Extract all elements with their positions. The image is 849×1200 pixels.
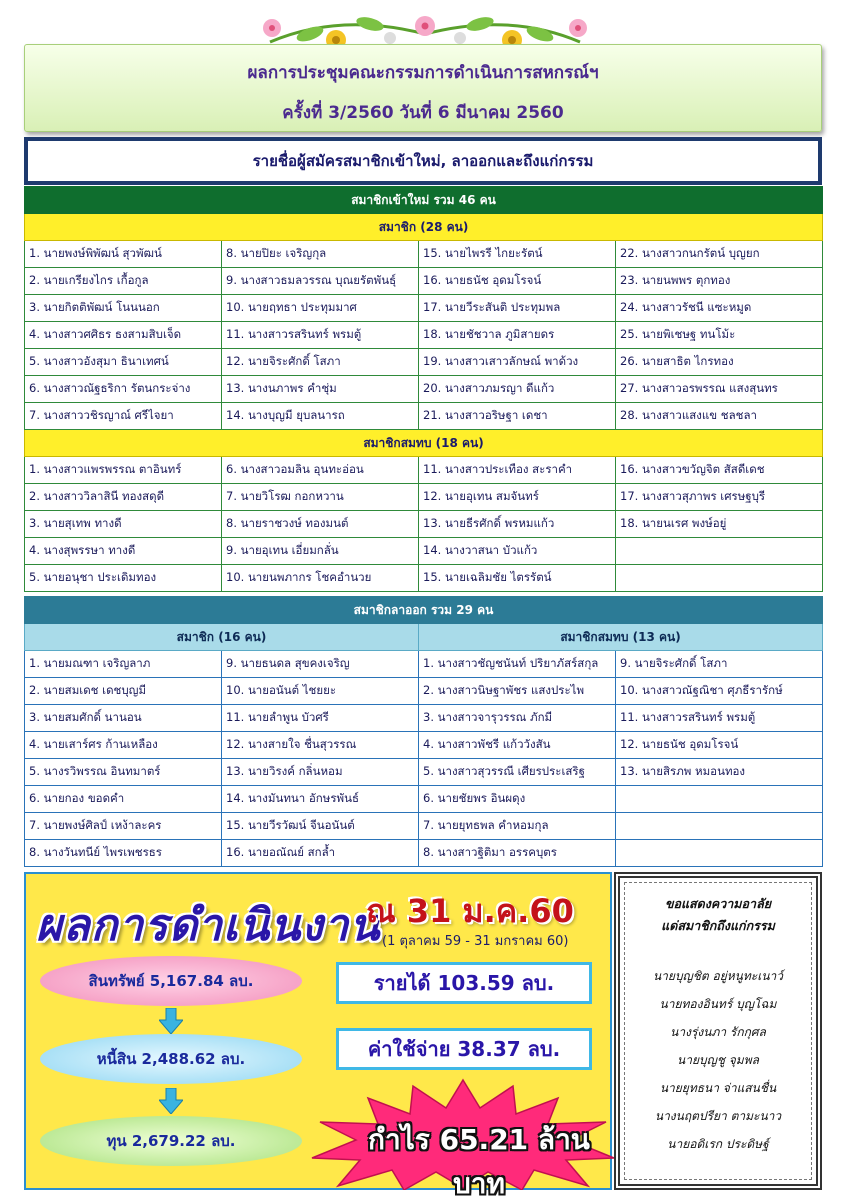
member-cell: 8. นางสาวฐิติมา อรรคบุตร: [419, 840, 616, 867]
member-cell: 5. นางสาวสุวรรณี เศียรประเสริฐ: [419, 759, 616, 786]
member-cell: 2. นายสมเดช เดชบุญมี: [25, 678, 222, 705]
profit-text: กำไร 65.21 ล้านบาท: [368, 1123, 590, 1200]
member-cell: 2. นายเกรียงไกร เกื้อกูล: [25, 268, 222, 295]
member-cell: [616, 813, 823, 840]
member-cell: 18. นายนเรศ พงษ์อยู่: [616, 511, 823, 538]
member-cell: 4. นางสุพรรษา ทางดี: [25, 538, 222, 565]
list-item: นายทองอินทร์ บุญโฉม: [659, 997, 777, 1011]
condolence-title: ขอแสดงความอาลัย: [664, 896, 772, 911]
member-cell: [616, 840, 823, 867]
member-cell: 1. นางสาวแพรพรรณ ตาอินทร์: [25, 457, 222, 484]
member-cell: 7. นายยุทธพล คำหอมกุล: [419, 813, 616, 840]
member-cell: 16. นางสาวขวัญจิต สัสดีเดช: [616, 457, 823, 484]
expense-box: ค่าใช้จ่าย 38.37 ลบ.: [336, 1028, 592, 1070]
member-cell: 3. นายสมศักดิ์ นานอน: [25, 705, 222, 732]
member-cell: 5. นางรวิพรรณ อินทมาตร์: [25, 759, 222, 786]
member-cell: 12. นายจิระศักดิ์ โสภา: [222, 349, 419, 376]
liabilities-pill: หนี้สิน 2,488.62 ลบ.: [40, 1034, 302, 1084]
member-cell: 10. นายฤทธา ประทุมมาศ: [222, 295, 419, 322]
member-cell: 4. นางสาวพัชรี แก้ววังสัน: [419, 732, 616, 759]
header-meeting-info: ครั้งที่ 3/2560 วันที่ 6 มีนาคม 2560: [282, 103, 564, 123]
table-row: [25, 322, 823, 349]
member-cell: 17. นางสาวสุภาพร เศรษฐบุรี: [616, 484, 823, 511]
member-cell: 9. นายอุเทน เอี่ยมกลั่น: [222, 538, 419, 565]
member-cell: 16. นายธนัช อุดมโรจน์: [419, 268, 616, 295]
member-cell: 7. นายวิโรฒ กอกหวาน: [222, 484, 419, 511]
table-row: [25, 651, 823, 678]
new-members-band: สมาชิกเข้าใหม่ รวม 46 คน: [25, 187, 823, 214]
member-cell: 17. นายวีระสันติ ประทุมพล: [419, 295, 616, 322]
member-cell: 19. นางสาวเสาวลักษณ์ พาด้วง: [419, 349, 616, 376]
member-cell: 15. นายไพรรี ไกยะรัตน์: [419, 241, 616, 268]
table-row: [25, 813, 823, 840]
condolence-panel: [614, 872, 822, 1190]
member-cell: 11. นายลำพูน บัวศรี: [222, 705, 419, 732]
member-cell: 7. นายพงษ์ศิลป์ เหง้าละคร: [25, 813, 222, 840]
meeting-header: [24, 44, 822, 132]
table-row: [25, 759, 823, 786]
member-cell: 6. นายชัยพร อินผดุง: [419, 786, 616, 813]
member-cell: 13. นายธีรศักดิ์ พรหมแก้ว: [419, 511, 616, 538]
member-cell: 5. นางสาวอังสุมา ธินาเทศน์: [25, 349, 222, 376]
member-cell: 14. นางวาสนา บัวแก้ว: [419, 538, 616, 565]
table-row: [25, 349, 823, 376]
down-arrow-icon: [159, 1008, 183, 1034]
table-row: [25, 457, 823, 484]
member-cell: [616, 538, 823, 565]
member-cell: 28. นางสาวแสงแข ชลชลา: [616, 403, 823, 430]
member-cell: 13. นายวิรงค์ กลิ่นหอม: [222, 759, 419, 786]
table-row: [25, 786, 823, 813]
member-cell: 8. นายราชวงษ์ ทองมนต์: [222, 511, 419, 538]
member-cell: 8. นายปิยะ เจริญกุล: [222, 241, 419, 268]
member-cell: 1. นายพงษ์พิพัฒน์ สุวพัฒน์: [25, 241, 222, 268]
resigned-band: สมาชิกลาออก รวม 29 คน: [25, 597, 823, 624]
down-arrow-icon: [159, 1088, 183, 1114]
member-cell: 25. นายพิเชษฐ ทนโม้ะ: [616, 322, 823, 349]
new-members-table: [24, 186, 823, 592]
table-row: [25, 403, 823, 430]
table-row: [25, 484, 823, 511]
member-cell: 2. นางสาวนิษฐาพัชร แสงประไพ: [419, 678, 616, 705]
list-item: นายยุทธนา จ่าแสนชื่น: [659, 1081, 777, 1095]
table-row: [25, 268, 823, 295]
table-row: [25, 241, 823, 268]
member-cell: 24. นางสาวรัชนี แซะหมูด: [616, 295, 823, 322]
list-item: นายบุญชิต อยู่หนูทะเนาว์: [652, 969, 784, 983]
member-cell: 10. นายอนันต์ ไชยยะ: [222, 678, 419, 705]
member-cell: 11. นางสาวรสรินทร์ พรมตู้: [616, 705, 823, 732]
deceased-list: [620, 962, 816, 1158]
table-row: [25, 705, 823, 732]
member-cell: 6. นายกอง ขอดคำ: [25, 786, 222, 813]
member-cell: 10. นายนพภากร โชคอำนวย: [222, 565, 419, 592]
member-cell: 14. นางมันทนา อักษรพันธ์: [222, 786, 419, 813]
member-cell: 15. นายวีรวัฒน์ จีนอนันต์: [222, 813, 419, 840]
table-row: [25, 376, 823, 403]
new-members-regular-band: สมาชิก (28 คน): [25, 214, 823, 241]
member-cell: 27. นางสาวอรพรรณ แสงสุนทร: [616, 376, 823, 403]
member-cell: 21. นางสาวอริษฐา เดชา: [419, 403, 616, 430]
member-cell: 12. นางสายใจ ชื่นสุวรรณ: [222, 732, 419, 759]
resigned-regular-band: สมาชิก (16 คน): [25, 624, 419, 651]
resigned-members-table: [24, 596, 823, 867]
member-cell: 3. นายกิตติพัฒน์ โนนนอก: [25, 295, 222, 322]
member-cell: 23. นายนพพร ตุกทอง: [616, 268, 823, 295]
member-cell: 9. นายธนดล สุขคงเจริญ: [222, 651, 419, 678]
member-cell: 4. นายเสาร์ศร ก้านเหลือง: [25, 732, 222, 759]
table-row: [25, 678, 823, 705]
list-item: นายบุญชู จุมพล: [677, 1053, 759, 1067]
member-cell: 3. นายสุเทพ ทางดี: [25, 511, 222, 538]
member-cell: 14. นางบุญมี ยุบลนารถ: [222, 403, 419, 430]
member-cell: 5. นายอนุชา ประเดิมทอง: [25, 565, 222, 592]
section-title-box: [24, 137, 822, 185]
member-cell: 26. นายสาธิต ไกรทอง: [616, 349, 823, 376]
member-cell: 3. นางสาวจารุวรรณ ภักมี: [419, 705, 616, 732]
table-row: [25, 295, 823, 322]
member-cell: [616, 786, 823, 813]
member-cell: 15. นายเฉลิมชัย ไตรรัตน์: [419, 565, 616, 592]
results-as-of-date: ณ 31 ม.ค.60: [366, 892, 574, 930]
member-cell: 1. นางสาวชัญชนันท์ ปริยาภัสร์สกุล: [419, 651, 616, 678]
list-item: นางรุ่งนภา รักกุศล: [670, 1025, 766, 1039]
member-cell: 8. นางวันทนีย์ ไพรเพชรธร: [25, 840, 222, 867]
member-cell: 7. นางสาววชิรญาณ์ ศรีไจยา: [25, 403, 222, 430]
results-period: (1 ตุลาคม 59 - 31 มกราคม 60): [382, 934, 569, 949]
assets-pill: สินทรัพย์ 5,167.84 ลบ.: [40, 956, 302, 1006]
table-row: [25, 840, 823, 867]
member-cell: 10. นางสาวณัฐณิชา ศุภธีรารักษ์: [616, 678, 823, 705]
member-cell: 13. นางนภาพร คำชุ่ม: [222, 376, 419, 403]
member-cell: 13. นายสิรภพ หมอนทอง: [616, 759, 823, 786]
list-item: นางนฤตปรียา ตามะนาว: [654, 1109, 782, 1123]
new-members-associate-band: สมาชิกสมทบ (18 คน): [25, 430, 823, 457]
member-cell: 16. นายอณัณย์ สกล้ำ: [222, 840, 419, 867]
condolence-subtitle: แด่สมาชิกถึงแก่กรรม: [661, 918, 775, 933]
member-cell: 6. นางสาวณัฐธริกา รัตนกระจ่าง: [25, 376, 222, 403]
results-title: ผลการดำเนินงาน: [36, 900, 381, 951]
member-cell: 11. นางสาวรสรินทร์ พรมตู้: [222, 322, 419, 349]
header-title: ผลการประชุมคณะกรรมการดำเนินการสหกรณ์ฯ: [247, 63, 599, 83]
table-row: [25, 565, 823, 592]
member-cell: 22. นางสาวกนกรัตน์ บุญยก: [616, 241, 823, 268]
member-cell: 12. นายธนัช อุดมโรจน์: [616, 732, 823, 759]
member-cell: 11. นางสาวประเทือง สะราคำ: [419, 457, 616, 484]
income-box: รายได้ 103.59 ลบ.: [336, 962, 592, 1004]
member-cell: [616, 565, 823, 592]
member-cell: 9. นางสาวธมลวรรณ บุณยรัตพันธุ์: [222, 268, 419, 295]
member-cell: 6. นางสาวอมลิน อุนทะอ่อน: [222, 457, 419, 484]
member-cell: 4. นางสาวศศิธร ธงสามสิบเจ็ด: [25, 322, 222, 349]
table-row: [25, 732, 823, 759]
member-cell: 9. นายจิระศักดิ์ โสภา: [616, 651, 823, 678]
member-cell: 18. นายชัชวาล ภูมิสายดร: [419, 322, 616, 349]
equity-pill: ทุน 2,679.22 ลบ.: [40, 1116, 302, 1166]
member-cell: 12. นายอุเทน สมจันทร์: [419, 484, 616, 511]
table-row: [25, 538, 823, 565]
member-cell: 2. นางสาววิลาสินี ทองสดุดี: [25, 484, 222, 511]
list-item: นายอดิเรก ประดิษฐ์: [667, 1137, 769, 1151]
member-cell: 20. นางสาวภมรญา ดีแก้ว: [419, 376, 616, 403]
section-title: รายชื่อผู้สมัครสมาชิกเข้าใหม่, ลาออกและถึงแก่กรรม: [27, 140, 819, 182]
table-row: [25, 511, 823, 538]
operating-results-panel: [24, 872, 612, 1200]
member-cell: 1. นายมณฑา เจริญลาภ: [25, 651, 222, 678]
resigned-associate-band: สมาชิกสมทบ (13 คน): [419, 624, 823, 651]
